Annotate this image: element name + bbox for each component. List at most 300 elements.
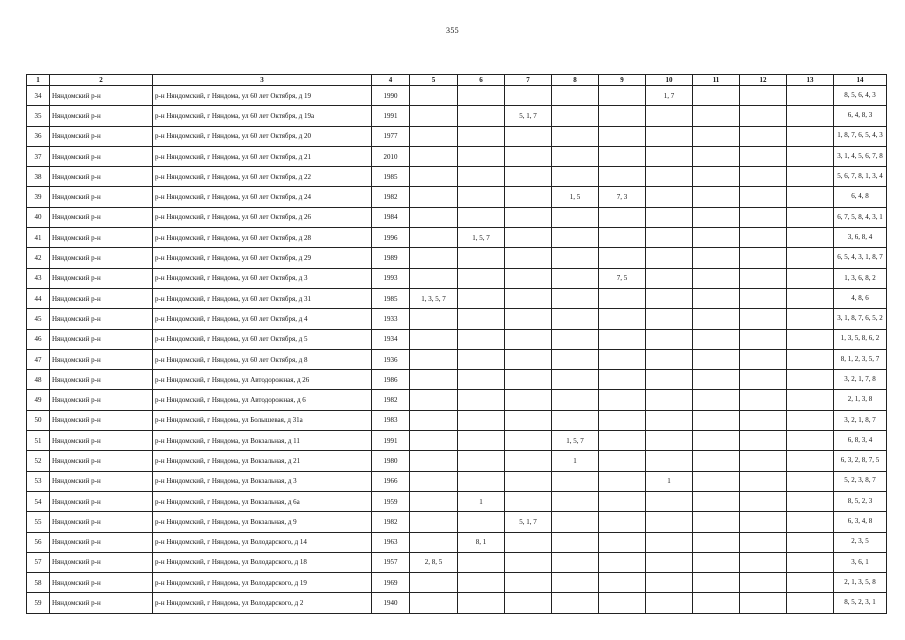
col-9-cell bbox=[599, 512, 646, 532]
year-cell: 1985 bbox=[372, 288, 410, 308]
district-cell: Няндомский р-н bbox=[50, 126, 153, 146]
col-8-cell bbox=[552, 228, 599, 248]
col-10-cell bbox=[646, 187, 693, 207]
table-row bbox=[27, 431, 887, 451]
col-6-cell bbox=[458, 207, 505, 227]
district-cell: Няндомский р-н bbox=[50, 431, 153, 451]
col-9-cell bbox=[599, 86, 646, 106]
col-8-cell bbox=[552, 268, 599, 288]
col-12-cell bbox=[740, 146, 787, 166]
col-14-cell: 8, 5, 2, 3 bbox=[834, 491, 887, 511]
col-12-cell bbox=[740, 390, 787, 410]
col-10-cell bbox=[646, 126, 693, 146]
page-number: 355 bbox=[446, 26, 459, 35]
col-13-cell bbox=[787, 370, 834, 390]
year-cell: 1985 bbox=[372, 167, 410, 187]
col-11-cell bbox=[693, 410, 740, 430]
col-12-cell bbox=[740, 268, 787, 288]
col-11-cell bbox=[693, 349, 740, 369]
district-cell: Няндомский р-н bbox=[50, 288, 153, 308]
column-header-12: 12 bbox=[740, 75, 787, 86]
year-cell: 1990 bbox=[372, 86, 410, 106]
row-number-cell: 52 bbox=[27, 451, 50, 471]
col-5-cell bbox=[410, 431, 458, 451]
col-8-cell bbox=[552, 349, 599, 369]
column-header-10: 10 bbox=[646, 75, 693, 86]
table-row bbox=[27, 86, 887, 106]
table-row bbox=[27, 146, 887, 166]
table-row bbox=[27, 167, 887, 187]
year-cell: 2010 bbox=[372, 146, 410, 166]
col-6-cell bbox=[458, 451, 505, 471]
col-5-cell bbox=[410, 532, 458, 552]
col-13-cell bbox=[787, 228, 834, 248]
col-6-cell bbox=[458, 390, 505, 410]
col-10-cell bbox=[646, 573, 693, 593]
col-9-cell bbox=[599, 431, 646, 451]
col-12-cell bbox=[740, 532, 787, 552]
col-11-cell bbox=[693, 288, 740, 308]
col-13-cell bbox=[787, 86, 834, 106]
col-6-cell bbox=[458, 309, 505, 329]
table-row bbox=[27, 228, 887, 248]
col-7-cell bbox=[505, 309, 552, 329]
year-cell: 1982 bbox=[372, 512, 410, 532]
col-13-cell bbox=[787, 268, 834, 288]
col-11-cell bbox=[693, 268, 740, 288]
table-row bbox=[27, 471, 887, 491]
col-9-cell bbox=[599, 532, 646, 552]
year-cell: 1977 bbox=[372, 126, 410, 146]
district-cell: Няндомский р-н bbox=[50, 349, 153, 369]
district-cell: Няндомский р-н bbox=[50, 370, 153, 390]
col-14-cell: 3, 2, 1, 7, 8 bbox=[834, 370, 887, 390]
row-number-cell: 45 bbox=[27, 309, 50, 329]
column-header-2: 2 bbox=[50, 75, 153, 86]
district-cell: Няндомский р-н bbox=[50, 552, 153, 572]
col-12-cell bbox=[740, 187, 787, 207]
row-number-cell: 42 bbox=[27, 248, 50, 268]
district-cell: Няндомский р-н bbox=[50, 207, 153, 227]
col-14-cell: 8, 5, 2, 3, 1 bbox=[834, 593, 887, 613]
col-9-cell bbox=[599, 106, 646, 126]
year-cell: 1984 bbox=[372, 207, 410, 227]
district-cell: Няндомский р-н bbox=[50, 390, 153, 410]
row-number-cell: 57 bbox=[27, 552, 50, 572]
col-12-cell bbox=[740, 207, 787, 227]
col-12-cell bbox=[740, 573, 787, 593]
col-6-cell bbox=[458, 167, 505, 187]
col-14-cell: 1, 3, 6, 8, 2 bbox=[834, 268, 887, 288]
col-12-cell bbox=[740, 552, 787, 572]
col-9-cell: 7, 5 bbox=[599, 268, 646, 288]
year-cell: 1969 bbox=[372, 573, 410, 593]
col-6-cell bbox=[458, 248, 505, 268]
col-14-cell: 6, 7, 5, 8, 4, 3, 1 bbox=[834, 207, 887, 227]
col-6-cell bbox=[458, 370, 505, 390]
col-5-cell bbox=[410, 207, 458, 227]
year-cell: 1986 bbox=[372, 370, 410, 390]
year-cell: 1940 bbox=[372, 593, 410, 613]
column-header-9: 9 bbox=[599, 75, 646, 86]
year-cell: 1989 bbox=[372, 248, 410, 268]
col-12-cell bbox=[740, 228, 787, 248]
col-7-cell bbox=[505, 126, 552, 146]
col-9-cell bbox=[599, 126, 646, 146]
row-number-cell: 54 bbox=[27, 491, 50, 511]
col-14-cell: 6, 4, 8, 3 bbox=[834, 106, 887, 126]
col-10-cell bbox=[646, 532, 693, 552]
col-9-cell: 7, 3 bbox=[599, 187, 646, 207]
address-cell: р-н Няндомский, г Няндома, ул Болышевая, д 31а bbox=[153, 410, 372, 430]
address-cell: р-н Няндомский, г Няндома, ул 60 лет Октября, д 4 bbox=[153, 309, 372, 329]
col-6-cell bbox=[458, 86, 505, 106]
address-cell: р-н Няндомский, г Няндома, ул Автодорожная, д 6 bbox=[153, 390, 372, 410]
col-10-cell bbox=[646, 228, 693, 248]
col-14-cell: 3, 2, 1, 8, 7 bbox=[834, 410, 887, 430]
row-number-cell: 43 bbox=[27, 268, 50, 288]
year-cell: 1996 bbox=[372, 228, 410, 248]
col-8-cell bbox=[552, 471, 599, 491]
col-13-cell bbox=[787, 471, 834, 491]
col-7-cell bbox=[505, 86, 552, 106]
col-10-cell: 1 bbox=[646, 471, 693, 491]
col-9-cell bbox=[599, 167, 646, 187]
col-10-cell bbox=[646, 552, 693, 572]
row-number-cell: 36 bbox=[27, 126, 50, 146]
year-cell: 1934 bbox=[372, 329, 410, 349]
address-cell: р-н Няндомский, г Няндома, ул Автодорожная, д 26 bbox=[153, 370, 372, 390]
col-12-cell bbox=[740, 349, 787, 369]
col-10-cell bbox=[646, 329, 693, 349]
col-13-cell bbox=[787, 187, 834, 207]
address-cell: р-н Няндомский, г Няндома, ул Вокзальная, д 9 bbox=[153, 512, 372, 532]
col-11-cell bbox=[693, 431, 740, 451]
district-cell: Няндомский р-н bbox=[50, 573, 153, 593]
col-10-cell bbox=[646, 390, 693, 410]
col-9-cell bbox=[599, 329, 646, 349]
col-8-cell bbox=[552, 248, 599, 268]
col-14-cell: 6, 4, 8 bbox=[834, 187, 887, 207]
address-cell: р-н Няндомский, г Няндома, ул 60 лет Октября, д 22 bbox=[153, 167, 372, 187]
col-5-cell: 1, 3, 5, 7 bbox=[410, 288, 458, 308]
col-8-cell bbox=[552, 207, 599, 227]
col-14-cell: 8, 5, 6, 4, 3 bbox=[834, 86, 887, 106]
col-6-cell bbox=[458, 329, 505, 349]
col-9-cell bbox=[599, 228, 646, 248]
table-row bbox=[27, 126, 887, 146]
col-5-cell bbox=[410, 86, 458, 106]
col-11-cell bbox=[693, 207, 740, 227]
col-13-cell bbox=[787, 349, 834, 369]
col-10-cell bbox=[646, 268, 693, 288]
col-8-cell bbox=[552, 573, 599, 593]
district-cell: Няндомский р-н bbox=[50, 593, 153, 613]
col-8-cell: 1 bbox=[552, 451, 599, 471]
district-cell: Няндомский р-н bbox=[50, 451, 153, 471]
col-13-cell bbox=[787, 552, 834, 572]
col-5-cell bbox=[410, 390, 458, 410]
col-6-cell bbox=[458, 187, 505, 207]
col-12-cell bbox=[740, 451, 787, 471]
col-8-cell bbox=[552, 146, 599, 166]
col-11-cell bbox=[693, 552, 740, 572]
column-header-7: 7 bbox=[505, 75, 552, 86]
address-cell: р-н Няндомский, г Няндома, ул 60 лет Октября, д 8 bbox=[153, 349, 372, 369]
row-number-cell: 59 bbox=[27, 593, 50, 613]
col-14-cell: 3, 1, 8, 7, 6, 5, 2 bbox=[834, 309, 887, 329]
col-11-cell bbox=[693, 126, 740, 146]
column-header-4: 4 bbox=[372, 75, 410, 86]
col-10-cell bbox=[646, 512, 693, 532]
col-11-cell bbox=[693, 532, 740, 552]
col-5-cell bbox=[410, 512, 458, 532]
col-14-cell: 4, 8, 6 bbox=[834, 288, 887, 308]
district-cell: Няндомский р-н bbox=[50, 532, 153, 552]
col-6-cell: 1 bbox=[458, 491, 505, 511]
col-9-cell bbox=[599, 390, 646, 410]
col-7-cell bbox=[505, 431, 552, 451]
col-13-cell bbox=[787, 146, 834, 166]
address-cell: р-н Няндомский, г Няндома, ул 60 лет Октября, д 19 bbox=[153, 86, 372, 106]
year-cell: 1933 bbox=[372, 309, 410, 329]
address-cell: р-н Няндомский, г Няндома, ул 60 лет Октября, д 31 bbox=[153, 288, 372, 308]
col-13-cell bbox=[787, 532, 834, 552]
col-7-cell bbox=[505, 288, 552, 308]
district-cell: Няндомский р-н bbox=[50, 329, 153, 349]
address-cell: р-н Няндомский, г Няндома, ул 60 лет Октября, д 5 bbox=[153, 329, 372, 349]
table-row bbox=[27, 552, 887, 572]
address-cell: р-н Няндомский, г Няндома, ул Вокзальная, д 6а bbox=[153, 491, 372, 511]
col-11-cell bbox=[693, 146, 740, 166]
address-cell: р-н Няндомский, г Няндома, ул 60 лет Октября, д 28 bbox=[153, 228, 372, 248]
column-header-8: 8 bbox=[552, 75, 599, 86]
col-12-cell bbox=[740, 106, 787, 126]
col-7-cell bbox=[505, 471, 552, 491]
col-8-cell bbox=[552, 390, 599, 410]
district-cell: Няндомский р-н bbox=[50, 410, 153, 430]
col-7-cell bbox=[505, 370, 552, 390]
col-6-cell bbox=[458, 431, 505, 451]
table-row bbox=[27, 532, 887, 552]
row-number-cell: 40 bbox=[27, 207, 50, 227]
col-5-cell bbox=[410, 491, 458, 511]
row-number-cell: 38 bbox=[27, 167, 50, 187]
col-6-cell bbox=[458, 552, 505, 572]
col-5-cell bbox=[410, 167, 458, 187]
col-6-cell bbox=[458, 126, 505, 146]
col-10-cell bbox=[646, 410, 693, 430]
col-14-cell: 6, 8, 3, 4 bbox=[834, 431, 887, 451]
col-10-cell bbox=[646, 349, 693, 369]
col-8-cell bbox=[552, 329, 599, 349]
column-header-1: 1 bbox=[27, 75, 50, 86]
col-7-cell bbox=[505, 532, 552, 552]
col-9-cell bbox=[599, 370, 646, 390]
address-cell: р-н Няндомский, г Няндома, ул Вокзальная, д 21 bbox=[153, 451, 372, 471]
col-9-cell bbox=[599, 573, 646, 593]
col-7-cell bbox=[505, 491, 552, 511]
year-cell: 1983 bbox=[372, 410, 410, 430]
col-11-cell bbox=[693, 167, 740, 187]
year-cell: 1993 bbox=[372, 268, 410, 288]
col-12-cell bbox=[740, 491, 787, 511]
col-12-cell bbox=[740, 329, 787, 349]
district-cell: Няндомский р-н bbox=[50, 491, 153, 511]
col-5-cell bbox=[410, 228, 458, 248]
col-10-cell bbox=[646, 207, 693, 227]
col-5-cell bbox=[410, 349, 458, 369]
col-7-cell bbox=[505, 207, 552, 227]
address-cell: р-н Няндомский, г Няндома, ул 60 лет Октября, д 20 bbox=[153, 126, 372, 146]
col-5-cell bbox=[410, 471, 458, 491]
col-9-cell bbox=[599, 451, 646, 471]
col-8-cell: 1, 5 bbox=[552, 187, 599, 207]
district-cell: Няндомский р-н bbox=[50, 268, 153, 288]
table-body bbox=[27, 86, 887, 614]
col-10-cell bbox=[646, 106, 693, 126]
address-cell: р-н Няндомский, г Няндома, ул Володарского, д 14 bbox=[153, 532, 372, 552]
district-cell: Няндомский р-н bbox=[50, 167, 153, 187]
col-6-cell bbox=[458, 146, 505, 166]
col-7-cell: 5, 1, 7 bbox=[505, 512, 552, 532]
col-5-cell bbox=[410, 248, 458, 268]
district-cell: Няндомский р-н bbox=[50, 146, 153, 166]
district-cell: Няндомский р-н bbox=[50, 471, 153, 491]
col-8-cell bbox=[552, 167, 599, 187]
col-9-cell bbox=[599, 248, 646, 268]
col-12-cell bbox=[740, 410, 787, 430]
year-cell: 1936 bbox=[372, 349, 410, 369]
col-13-cell bbox=[787, 573, 834, 593]
col-8-cell bbox=[552, 106, 599, 126]
column-header-13: 13 bbox=[787, 75, 834, 86]
table-row bbox=[27, 349, 887, 369]
col-14-cell: 5, 2, 3, 8, 7 bbox=[834, 471, 887, 491]
col-11-cell bbox=[693, 329, 740, 349]
col-14-cell: 3, 1, 4, 5, 6, 7, 8 bbox=[834, 146, 887, 166]
row-number-cell: 35 bbox=[27, 106, 50, 126]
col-8-cell: 1, 5, 7 bbox=[552, 431, 599, 451]
col-6-cell bbox=[458, 593, 505, 613]
table-row bbox=[27, 491, 887, 511]
col-7-cell bbox=[505, 349, 552, 369]
row-number-cell: 51 bbox=[27, 431, 50, 451]
col-8-cell bbox=[552, 288, 599, 308]
address-cell: р-н Няндомский, г Няндома, ул 60 лет Октября, д 24 bbox=[153, 187, 372, 207]
row-number-cell: 41 bbox=[27, 228, 50, 248]
col-6-cell bbox=[458, 410, 505, 430]
col-6-cell: 8, 1 bbox=[458, 532, 505, 552]
table-row bbox=[27, 187, 887, 207]
col-7-cell bbox=[505, 248, 552, 268]
col-8-cell bbox=[552, 593, 599, 613]
table-row bbox=[27, 410, 887, 430]
col-7-cell bbox=[505, 410, 552, 430]
col-8-cell bbox=[552, 309, 599, 329]
col-10-cell bbox=[646, 370, 693, 390]
col-7-cell bbox=[505, 187, 552, 207]
col-13-cell bbox=[787, 512, 834, 532]
year-cell: 1991 bbox=[372, 431, 410, 451]
col-12-cell bbox=[740, 248, 787, 268]
col-5-cell bbox=[410, 106, 458, 126]
table-row bbox=[27, 573, 887, 593]
col-13-cell bbox=[787, 309, 834, 329]
address-cell: р-н Няндомский, г Няндома, ул 60 лет Октября, д 21 bbox=[153, 146, 372, 166]
year-cell: 1966 bbox=[372, 471, 410, 491]
col-12-cell bbox=[740, 86, 787, 106]
col-9-cell bbox=[599, 288, 646, 308]
row-number-cell: 55 bbox=[27, 512, 50, 532]
year-cell: 1982 bbox=[372, 187, 410, 207]
col-7-cell bbox=[505, 451, 552, 471]
row-number-cell: 50 bbox=[27, 410, 50, 430]
row-number-cell: 46 bbox=[27, 329, 50, 349]
address-cell: р-н Няндомский, г Няндома, ул Володарского, д 19 bbox=[153, 573, 372, 593]
address-cell: р-н Няндомский, г Няндома, ул Володарского, д 18 bbox=[153, 552, 372, 572]
col-13-cell bbox=[787, 491, 834, 511]
district-cell: Няндомский р-н bbox=[50, 309, 153, 329]
col-6-cell: 1, 5, 7 bbox=[458, 228, 505, 248]
year-cell: 1957 bbox=[372, 552, 410, 572]
col-12-cell bbox=[740, 288, 787, 308]
row-number-cell: 39 bbox=[27, 187, 50, 207]
district-cell: Няндомский р-н bbox=[50, 512, 153, 532]
table-row bbox=[27, 248, 887, 268]
col-14-cell: 2, 1, 3, 5, 8 bbox=[834, 573, 887, 593]
col-9-cell bbox=[599, 593, 646, 613]
table-row bbox=[27, 268, 887, 288]
col-11-cell bbox=[693, 370, 740, 390]
column-header-3: 3 bbox=[153, 75, 372, 86]
col-6-cell bbox=[458, 288, 505, 308]
col-5-cell bbox=[410, 329, 458, 349]
col-6-cell bbox=[458, 349, 505, 369]
col-8-cell bbox=[552, 512, 599, 532]
col-10-cell bbox=[646, 593, 693, 613]
col-9-cell bbox=[599, 552, 646, 572]
address-cell: р-н Няндомский, г Няндома, ул Володарского, д 2 bbox=[153, 593, 372, 613]
row-number-cell: 47 bbox=[27, 349, 50, 369]
district-cell: Няндомский р-н bbox=[50, 228, 153, 248]
col-10-cell: 1, 7 bbox=[646, 86, 693, 106]
col-14-cell: 1, 3, 5, 8, 6, 2 bbox=[834, 329, 887, 349]
table-row bbox=[27, 370, 887, 390]
address-cell: р-н Няндомский, г Няндома, ул Вокзальная, д 11 bbox=[153, 431, 372, 451]
col-11-cell bbox=[693, 491, 740, 511]
col-13-cell bbox=[787, 451, 834, 471]
col-8-cell bbox=[552, 532, 599, 552]
col-14-cell: 6, 3, 2, 8, 7, 5 bbox=[834, 451, 887, 471]
col-14-cell: 5, 6, 7, 8, 1, 3, 4 bbox=[834, 167, 887, 187]
col-5-cell bbox=[410, 146, 458, 166]
col-6-cell bbox=[458, 512, 505, 532]
col-8-cell bbox=[552, 370, 599, 390]
col-13-cell bbox=[787, 329, 834, 349]
col-14-cell: 2, 1, 3, 8 bbox=[834, 390, 887, 410]
row-number-cell: 34 bbox=[27, 86, 50, 106]
col-7-cell bbox=[505, 573, 552, 593]
col-14-cell: 6, 3, 4, 8 bbox=[834, 512, 887, 532]
col-13-cell bbox=[787, 288, 834, 308]
col-13-cell bbox=[787, 207, 834, 227]
col-13-cell bbox=[787, 167, 834, 187]
row-number-cell: 37 bbox=[27, 146, 50, 166]
year-cell: 1963 bbox=[372, 532, 410, 552]
col-13-cell bbox=[787, 410, 834, 430]
col-7-cell bbox=[505, 552, 552, 572]
